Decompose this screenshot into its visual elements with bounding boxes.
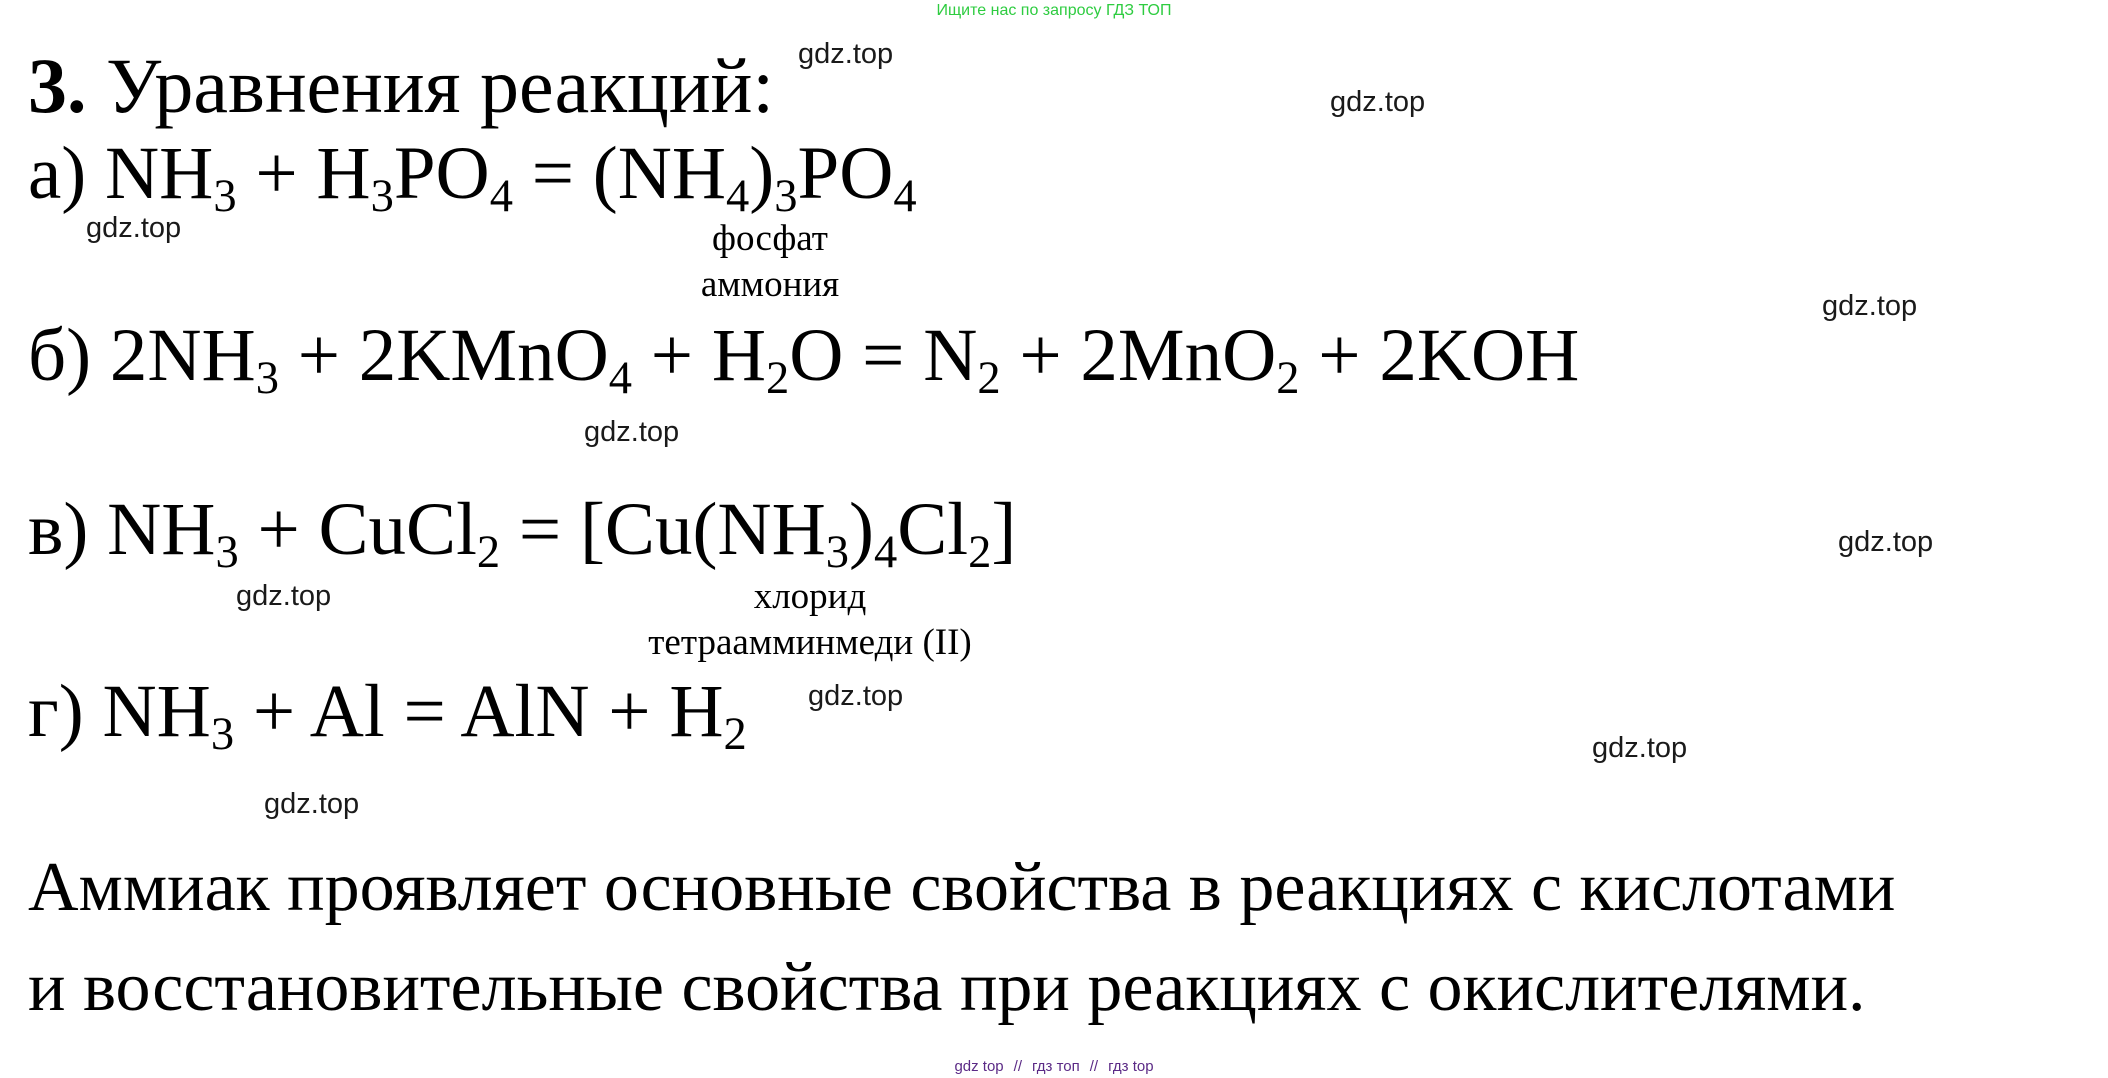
footer-link[interactable]: гдз топ — [1032, 1058, 1080, 1075]
subscript: 4 — [874, 527, 898, 579]
watermark: gdz.top — [798, 38, 894, 70]
subscript: 2 — [476, 527, 501, 579]
subscript: 2 — [723, 709, 747, 761]
footer-separator: // — [1013, 1058, 1022, 1075]
subscript: 3 — [370, 171, 394, 223]
reaction-d — [28, 670, 747, 761]
formula-part: NH — [107, 488, 216, 571]
formula-part: = [Cu(NH — [500, 488, 826, 571]
subscript: 3 — [215, 527, 239, 579]
reaction-label: б) — [28, 314, 92, 397]
product-caption-c — [620, 574, 1000, 666]
caption-line: аммония — [700, 264, 840, 305]
formula-part: 2NH — [109, 314, 256, 397]
subscript: 4 — [893, 171, 917, 223]
watermark: gdz.top — [86, 212, 182, 244]
reaction-b — [28, 314, 1580, 405]
formula-part: + CuCl — [238, 488, 477, 571]
heading-text: Уравнения реакций: — [106, 42, 775, 129]
watermark: gdz.top — [1330, 86, 1426, 118]
formula-part: + H — [632, 314, 766, 397]
subscript: 3 — [210, 709, 235, 761]
subscript: 2 — [1276, 353, 1300, 405]
formula-part: Cl — [897, 488, 969, 571]
subscript: 3 — [213, 171, 237, 223]
formula-part: PO — [797, 132, 894, 215]
conclusion-line: Аммиак проявляет основные свойства в реакциях с кислотами — [28, 849, 1896, 926]
formula-part: PO — [393, 132, 490, 215]
formula-part: + H — [236, 132, 371, 215]
formula-part: + 2KOH — [1299, 314, 1580, 397]
footer-link[interactable]: gdz top — [954, 1058, 1004, 1075]
reaction-label: в) — [28, 488, 89, 571]
subscript: 4 — [726, 171, 750, 223]
footer-links — [0, 1058, 2108, 1075]
reaction-label: а) — [28, 132, 87, 215]
footer-separator: // — [1089, 1058, 1099, 1075]
caption-line: хлорид — [753, 576, 867, 617]
formula-part: + 2MnO — [1000, 314, 1277, 397]
watermark: gdz.top — [1592, 732, 1688, 764]
subscript: 2 — [766, 353, 790, 405]
watermark: gdz.top — [1838, 526, 1934, 558]
subscript: 4 — [489, 171, 513, 223]
watermark: gdz.top — [264, 788, 360, 820]
reaction-label: г) — [28, 670, 84, 753]
subscript: 2 — [968, 527, 992, 579]
watermark: gdz.top — [584, 416, 680, 448]
reaction-c — [28, 488, 1017, 579]
subscript: 3 — [255, 353, 279, 405]
caption-line: фосфат — [712, 218, 828, 259]
formula-part: + 2KMnO — [278, 314, 609, 397]
watermark: gdz.top — [236, 580, 332, 612]
reaction-a — [28, 132, 917, 223]
watermark: gdz.top — [1822, 290, 1918, 322]
formula-part: O = N — [789, 314, 978, 397]
task-number: 3. — [28, 42, 87, 129]
formula-part: = (NH — [512, 132, 727, 215]
formula-part: ) — [849, 488, 874, 571]
formula-part: + Al = AlN + H — [234, 670, 724, 753]
formula-part: NH — [102, 670, 211, 753]
formula-part: ) — [749, 132, 775, 215]
product-caption-a — [660, 216, 880, 308]
footer-link[interactable]: гдз top — [1108, 1058, 1154, 1075]
watermark: gdz.top — [808, 680, 904, 712]
conclusion-line: и восстановительные свойства при реакциях с окислителями. — [28, 949, 1866, 1026]
page-heading — [28, 44, 774, 128]
subscript: 3 — [825, 527, 850, 579]
top-banner[interactable]: Ищите нас по запросу ГДЗ ТОП — [936, 2, 1172, 19]
subscript: 2 — [977, 353, 1001, 405]
subscript: 3 — [774, 171, 798, 223]
formula-part: ] — [991, 488, 1017, 571]
formula-part: NH — [105, 132, 214, 215]
caption-line: тетраамминмеди (II) — [648, 622, 972, 663]
conclusion-text — [28, 838, 1895, 1038]
subscript: 4 — [608, 353, 633, 405]
